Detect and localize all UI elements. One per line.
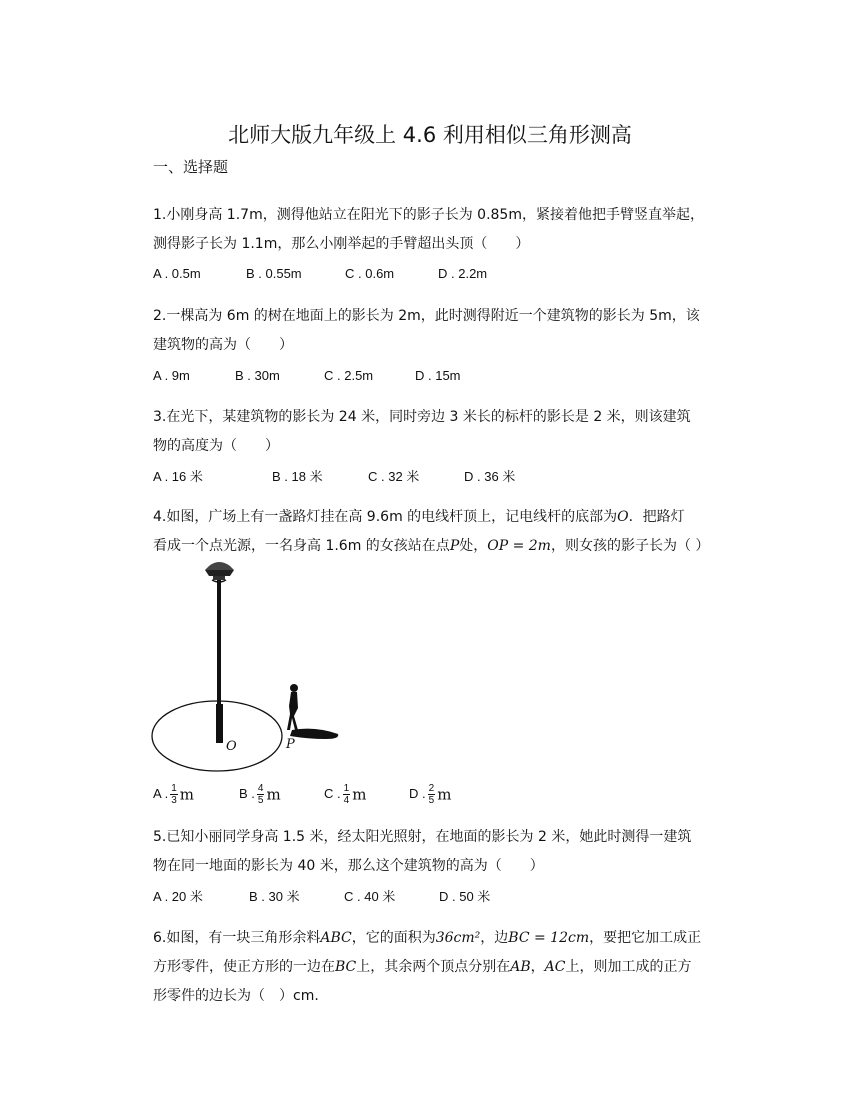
option-a[interactable]: A . 16 米: [153, 469, 203, 484]
lamp-pole: [217, 578, 221, 705]
page-title: 北师大版九年级上 4.6 利用相似三角形测高: [228, 123, 632, 147]
lamp-pole-base: [216, 704, 223, 743]
option-c[interactable]: C . 32 米: [368, 469, 420, 484]
question-2-line-2: 建筑物的高为（ ）: [153, 337, 293, 353]
question-3-line-1: 3.在光下，某建筑物的影长为 24 米，同时旁边 3 米长的标杆的影长是 2 米，则该建筑: [153, 409, 691, 425]
variable-p: P: [449, 538, 460, 554]
option-d[interactable]: D . $\frac{2}{5}$ m: [409, 783, 452, 807]
question-2-line-1: 2.一棵高为 6m 的树在地面上的影长为 2m，此时测得附近一个建筑物的影长为 5m，该: [153, 308, 700, 324]
option-b[interactable]: B . 0.55m: [246, 266, 302, 281]
question-5-line-2: 物在同一地面的影长为 40 米，那么这个建筑物的高为（ ）: [153, 858, 544, 874]
option-c[interactable]: C . $\frac{1}{4}$ m: [324, 783, 367, 807]
option-d[interactable]: D . 15m: [415, 368, 461, 383]
lamp-head-icon: [205, 570, 234, 576]
option-a[interactable]: A . 0.5m: [153, 266, 201, 281]
equation-op: OP = 2m: [487, 538, 551, 554]
question-3: [153, 403, 718, 461]
label-o: O: [226, 739, 237, 754]
girl-icon: [287, 684, 298, 730]
option-a[interactable]: A . 20 米: [153, 889, 203, 904]
question-4-line-2: 看成一个点光源，一名身高 1.6m 的女孩站在点P处，OP = 2m，则女孩的影子长为（ ）: [153, 538, 710, 554]
question-3-line-2: 物的高度为（ ）: [153, 438, 279, 454]
question-1-line-2: 测得影子长为 1.1m，那么小刚举起的手臂超出头顶（ ）: [153, 236, 530, 252]
option-c[interactable]: C . 40 米: [344, 889, 396, 904]
question-1: [153, 201, 718, 259]
fraction: $\frac{2}{5}$: [428, 783, 435, 807]
question-4-line-1: 4.如图，广场上有一盏路灯挂在高 9.6m 的电线杆顶上，记电线杆的底部为O．把路灯: [153, 509, 685, 525]
fraction: $\frac{1}{3}$: [171, 783, 177, 807]
option-d[interactable]: D . 2.2m: [438, 266, 488, 281]
option-d[interactable]: D . 50 米: [439, 889, 491, 904]
girl-shadow: [290, 729, 338, 739]
question-6: [153, 924, 723, 1011]
option-c[interactable]: C . 0.6m: [345, 266, 395, 281]
option-b[interactable]: B . 30 米: [249, 889, 300, 904]
option-a[interactable]: A . 9m: [153, 368, 190, 383]
option-d[interactable]: D . 36 米: [464, 469, 516, 484]
section-heading: 一、选择题: [153, 158, 229, 176]
question-4: [153, 503, 723, 561]
question-6-line-2: 方形零件，使正方形的一边在BC上，其余两个顶点分别在AB，AC上，则加工成的正方: [153, 959, 692, 975]
question-5-line-1: 5.已知小丽同学身高 1.5 米，经太阳光照射，在地面的影长为 2 米，她此时测得一建筑: [153, 829, 692, 845]
option-b[interactable]: B . 18 米: [272, 469, 323, 484]
option-b[interactable]: B . $\frac{4}{5}$ m: [239, 783, 281, 807]
option-c[interactable]: C . 2.5m: [324, 368, 374, 383]
question-5: [153, 823, 718, 881]
option-a[interactable]: A . $\frac{1}{3}$ m: [153, 783, 194, 807]
label-p: P: [286, 737, 295, 752]
variable-o: O: [617, 509, 629, 525]
fraction: $\frac{4}{5}$: [257, 783, 264, 807]
fraction: $\frac{1}{4}$: [343, 783, 350, 807]
question-1-line-1: 1.小刚身高 1.7m，测得他站立在阳光下的影子长为 0.85m，紧接着他把手臂竖直举起，: [153, 207, 704, 223]
streetlamp-figure: [150, 558, 350, 778]
question-2: [153, 302, 718, 360]
question-6-line-1: 6.如图，有一块三角形余料ABC，它的面积为36cm²，边BC = 12cm，要把它加工成正: [153, 930, 702, 946]
option-b[interactable]: B . 30m: [235, 368, 280, 383]
question-6-line-3: 形零件的边长为（ ）cm.: [153, 988, 319, 1004]
